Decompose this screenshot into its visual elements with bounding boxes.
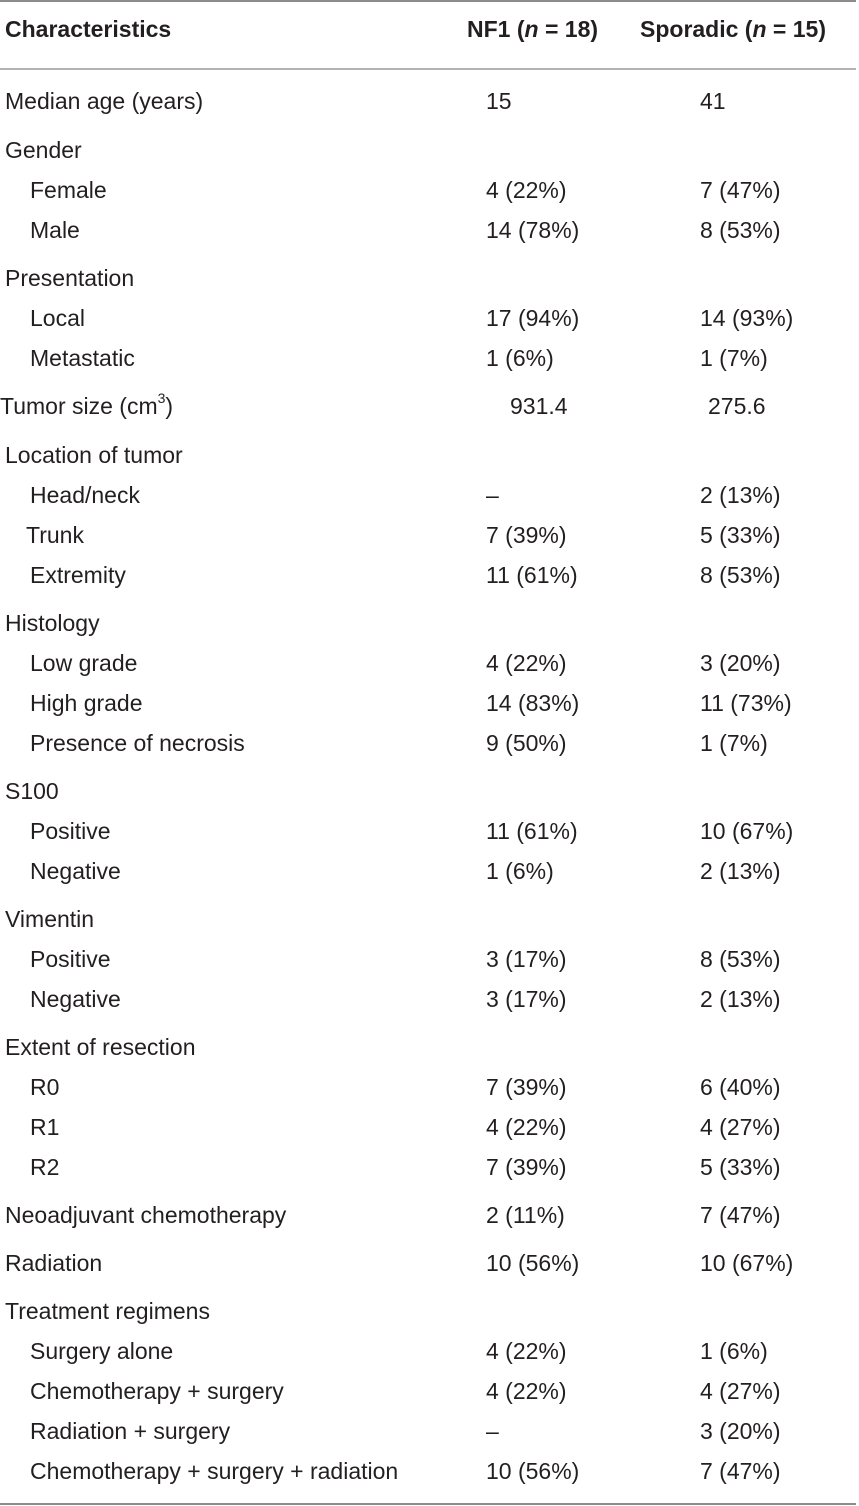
cell-nf1: 7 (39%): [486, 1074, 567, 1100]
row-label: Tumor size $(cm^3)$: [0, 390, 174, 419]
table-row: [0, 257, 859, 297]
cell-sporadic: 8 (53%): [700, 217, 781, 243]
table-row: [0, 1410, 859, 1450]
cell-sporadic: 8 (53%): [700, 946, 781, 972]
cell-nf1: 1 (6%): [486, 345, 554, 371]
table-row: [0, 129, 859, 169]
row-label: Metastatic: [30, 345, 135, 371]
row-label: Female: [30, 177, 107, 203]
row-label: Median age (years): [5, 88, 204, 114]
table-row: [0, 1290, 859, 1330]
cell-nf1: –: [486, 482, 499, 508]
table-row: [0, 938, 859, 978]
table-row: [0, 1026, 859, 1066]
cell-nf1: 10 (56%): [486, 1250, 580, 1276]
row-label: Chemotherapy + surgery + radiation: [30, 1458, 399, 1484]
cell-sporadic: 2 (13%): [700, 986, 781, 1012]
table-row: [0, 1450, 859, 1490]
cell-nf1: 17 (94%): [486, 305, 580, 331]
row-label: Extent of resection: [5, 1034, 196, 1060]
row-label: Histology: [5, 610, 100, 636]
header-sporadic: Sporadic (n = 15): [640, 16, 826, 42]
cell-sporadic: 4 (27%): [700, 1378, 781, 1404]
row-label: Chemotherapy + surgery: [30, 1378, 284, 1404]
cell-nf1: 3 (17%): [486, 946, 567, 972]
table-row: [0, 474, 859, 514]
cell-nf1: 4 (22%): [486, 1338, 567, 1364]
row-label: Neoadjuvant chemotherapy: [5, 1202, 287, 1228]
cell-sporadic: 11 (73%): [700, 690, 792, 716]
table-row: [0, 642, 859, 682]
cell-sporadic: 275.6: [708, 393, 766, 419]
cell-nf1: –: [486, 1418, 499, 1444]
table-row: [0, 1242, 859, 1282]
cell-nf1: 4 (22%): [486, 177, 567, 203]
cell-nf1: 14 (78%): [486, 217, 580, 243]
table-row: [0, 337, 859, 377]
table-row: [0, 1146, 859, 1186]
table-row: [0, 978, 859, 1018]
table-row: [0, 722, 859, 762]
row-label: Head/neck: [30, 482, 140, 508]
row-label: Surgery alone: [30, 1338, 174, 1364]
table-row: [0, 80, 859, 120]
row-label: Positive: [30, 946, 111, 972]
table-bottom-rule: [0, 1503, 856, 1505]
cell-nf1: 931.4: [510, 393, 568, 419]
cell-sporadic: 7 (47%): [700, 1202, 781, 1228]
table-row: [0, 297, 859, 337]
cell-nf1: 4 (22%): [486, 650, 567, 676]
table-row: [0, 1194, 859, 1234]
cell-sporadic: 5 (33%): [700, 1154, 781, 1180]
row-label: Extremity: [30, 562, 126, 588]
cell-sporadic: 3 (20%): [700, 650, 781, 676]
header-characteristics: Characteristics: [5, 16, 172, 42]
row-label: Gender: [5, 137, 82, 163]
table-row: [0, 434, 859, 474]
table-row: [0, 810, 859, 850]
table-row: [0, 770, 859, 810]
row-label: Presence of necrosis: [30, 730, 245, 756]
row-label: Local: [30, 305, 85, 331]
row-label: R0: [30, 1074, 60, 1100]
table-row: [0, 850, 859, 890]
row-label: Presentation: [5, 265, 135, 291]
table-row: [0, 1370, 859, 1410]
cell-sporadic: 2 (13%): [700, 482, 781, 508]
row-label: Negative: [30, 858, 121, 884]
row-label: Radiation + surgery: [30, 1418, 231, 1444]
cell-nf1: 2 (11%): [486, 1202, 565, 1228]
row-label: Male: [30, 217, 80, 243]
row-label: High grade: [30, 690, 143, 716]
row-label: R1: [30, 1114, 60, 1140]
cell-sporadic: 1 (7%): [700, 345, 768, 371]
cell-sporadic: 10 (67%): [700, 1250, 794, 1276]
row-label: Low grade: [30, 650, 138, 676]
cell-nf1: 3 (17%): [486, 986, 567, 1012]
cell-nf1: 10 (56%): [486, 1458, 580, 1484]
cell-nf1: 14 (83%): [486, 690, 580, 716]
cell-nf1: 7 (39%): [486, 1154, 567, 1180]
row-label: Positive: [30, 818, 111, 844]
cell-sporadic: 7 (47%): [700, 177, 781, 203]
row-label: Vimentin: [5, 906, 95, 932]
cell-sporadic: 8 (53%): [700, 562, 781, 588]
cell-sporadic: 6 (40%): [700, 1074, 781, 1100]
table-row: [0, 209, 859, 249]
row-label: Trunk: [26, 522, 84, 548]
cell-nf1: 11 (61%): [486, 818, 578, 844]
row-label: Negative: [30, 986, 121, 1012]
table-row: [0, 514, 859, 554]
cell-sporadic: 3 (20%): [700, 1418, 781, 1444]
table-row: [0, 1066, 859, 1106]
row-label: R2: [30, 1154, 60, 1180]
cell-nf1: 4 (22%): [486, 1114, 567, 1140]
table-row: [0, 898, 859, 938]
cell-sporadic: 5 (33%): [700, 522, 781, 548]
cell-nf1: 9 (50%): [486, 730, 567, 756]
cell-sporadic: 10 (67%): [700, 818, 794, 844]
cell-nf1: 15: [486, 88, 512, 114]
table-top-rule: [0, 0, 856, 2]
row-label: S100: [5, 778, 59, 804]
row-label: Radiation: [5, 1250, 103, 1276]
table-row: [0, 554, 859, 594]
cell-sporadic: 2 (13%): [700, 858, 781, 884]
header-nf1: NF1 (n = 18): [467, 16, 599, 42]
row-label: Location of tumor: [5, 442, 183, 468]
cell-sporadic: 14 (93%): [700, 305, 794, 331]
cell-sporadic: 41: [700, 88, 726, 114]
table-row: [0, 169, 859, 209]
cell-nf1: 11 (61%): [486, 562, 578, 588]
cell-sporadic: 7 (47%): [700, 1458, 781, 1484]
table-row: [0, 385, 859, 425]
header-rule: [0, 68, 856, 70]
table-row: [0, 1106, 859, 1146]
cell-sporadic: 4 (27%): [700, 1114, 781, 1140]
cell-nf1: 7 (39%): [486, 522, 567, 548]
table-row: [0, 682, 859, 722]
row-label: Treatment regimens: [5, 1298, 210, 1324]
table-row: [0, 1330, 859, 1370]
table-row: [0, 602, 859, 642]
cell-nf1: 1 (6%): [486, 858, 554, 884]
cell-sporadic: 1 (7%): [700, 730, 768, 756]
cell-sporadic: 1 (6%): [700, 1338, 768, 1364]
cell-nf1: 4 (22%): [486, 1378, 567, 1404]
